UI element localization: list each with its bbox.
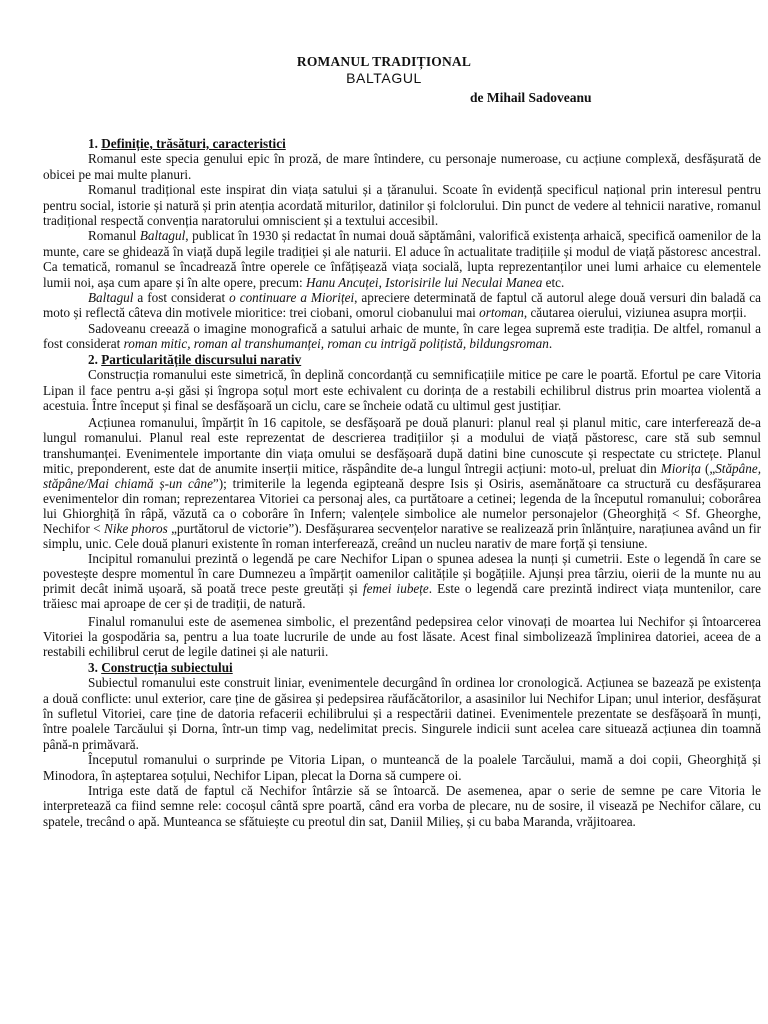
section-heading-2 [43, 352, 761, 367]
text-run: , publicat în 1930 și redactat în numai două săptămâni, valorifică existența arhaică, specifică oamenilor de la munte, care se ghidează în viață după legile tradiției și ale naturii. El aduce în actualitate tradițiile și modul de viață păstoresc ancestral. Ca tematică, romanul se încadrează între operele ce înfățișează viața socială, lupta reprezentanților unei lumi arhaice cu elementele lumii noi, așa cum apare și în alte opere, precum: [43, 228, 761, 290]
paragraph: Construcția romanului este simetrică, în deplină concordanță cu semnificațiile mitice pe care le poartă. Efortul pe care Vitoria Lipan il face pentru a-și găsi și îngropa soțul mort este echivalent cu dorința de a restabili echilibrul distrus prin moartea violentă a acestuia. Între început și final se desfășoară un ciclu, care se încheie odată cu ultimul gest justițiar. [43, 367, 761, 413]
text-run: („ [701, 460, 716, 476]
document-title: ROMANUL TRADIȚIONAL [296, 54, 472, 69]
italic-phrase: bildungsroman [469, 336, 549, 352]
document-body [43, 136, 761, 829]
italic-quote: Stăpâne, stăpâne/Mai chiamă ș-un câne [43, 460, 761, 491]
paragraph [43, 415, 761, 551]
text-run: Acțiunea romanului, împărțit în 16 capitole, se desfășoară pe două planuri: planul real și planul mitic, care interferează de-a lungul romanului. Planul real este reprezentat de descrierea tradițiilor și a modului de viață păstoresc, care stă sub semnul transhumanței. Evenimentele importante din viața omului se desfășoară după datini bine cunoscute și respectate cu strictețe. Planul mitic, preponderent, este dat de anumite inserții mitice, răspândite de-a lungul întregii acțiuni: moto-ul, preluat din [43, 415, 761, 476]
italic-phrase: , [462, 336, 470, 352]
paragraph: Romanul este specia genului epic în proză, de mare întindere, cu personaje numeroase, cu acțiune complexă, desfășurată de obicei pe mai multe planuri. [43, 151, 761, 182]
text-run: . [548, 336, 553, 352]
section-number: 2. [88, 351, 98, 367]
section-title: Particularitățile discursului narativ [101, 351, 302, 367]
text-run: „purtătorul de victorie”). Desfășurarea secvențelor narative se realizează prin înlănțuire, narațiunea având un fir simplu, unic. Cele două planuri existente în roman interferează, creând un nucleu narativ de mare forță și tensiune. [43, 520, 761, 552]
italic-phrase: roman mitic [123, 336, 188, 352]
paragraph: Finalul romanului este de asemenea simbolic, el prezentând pedepsirea celor vinovați de moartea lui Nechifor și întoarcerea Vitoriei la gospodăria sa, pentru a lua toate lucrurile de unde au fost lăsate. Acest final simbolizează împlinirea datoriei, aceea de a restabili echilibrul cerut de legile datinei și ale naturii. [43, 613, 761, 660]
paragraph [43, 551, 761, 611]
section-number: 3. [88, 659, 98, 675]
italic-phrase: ortoman [479, 305, 524, 321]
paragraph [43, 228, 761, 290]
paragraph: Începutul romanului o surprinde pe Vitoria Lipan, o munteancă de la poalele Tarcăului, mamă a doi copii, Gheorghiță și Minodora, în așteptarea soțului, Nechifor Lipan, plecat la Dorna să cumpere oi. [43, 752, 761, 783]
italic-title: Baltagul [88, 290, 134, 306]
text-run: Sadoveanu creează o imagine monografică a satului arhaic de munte, în care legea supremă este tradiția. De altfel, romanul a fost considerat [43, 320, 761, 352]
text-run: a fost considerat [133, 290, 230, 306]
italic-title: Baltagul [139, 228, 186, 244]
document-subtitle: BALTAGUL [346, 70, 422, 86]
text-run: , apreciere determinată de faptul că autorul alege două versuri din baladă ca moto și reflectă câteva din motivele mioritice: trei ciobani, omorul ciobanului mai [43, 290, 762, 321]
text-run: Incipitul romanului prezintă o legendă pe care Nechifor Lipan o spunea adesea la nunți și cumetrii. Este o legendă în care se povestește despre momentul în care Dumnezeu a împărțit oamenilor calitățile și bogățiile. Ajunși prea târziu, oierii de la munte nu au primit decât inimă ușoară, să poată trece peste greutăți și [43, 551, 761, 597]
paragraph: Romanul tradițional este inspirat din viața satului și a țăranului. Scoate în evidență specificul național prin interesul pentru pentru social, istorie și natură și prin atenția acordată miturilor, datinilor și folclorului. Din punct de vedere al tehnicii narative, romanul tradițional respectă convenția naratorului omniscient și a textului accesibil. [43, 182, 761, 229]
section-heading-3 [43, 660, 761, 675]
section-title: Construcția subiectului [101, 659, 233, 675]
paragraph [43, 321, 761, 352]
text-run: Romanul [88, 228, 140, 244]
paragraph: Intriga este dată de faptul că Nechifor întârzie să se întoarcă. De asemenea, apar o serie de semne pe care Vitoria le interpretează ca fiind semne rele: cocoșul cântă spre poartă, când era vorba de plecare, nu de sosire, il visează pe Nechifor călare, cu spatele, trecând o apă. Munteanca se sfătuiește cu preotul din sat, Daniil Milieș, și cu baba Maranda, vrăjitoarea. [43, 783, 761, 829]
paragraph: Subiectul romanului este construit liniar, evenimentele decurgând în ordinea lor cronologică. Acțiunea se bazează pe existența a două conflicte: unul exterior, care ține de găsirea și pedepsirea răufăcătorilor, a asasinilor lui Nechifor Lipan; unul interior, desfășurat în sufletul Vitoriei, care ține de datoria refacerii echilibrului și a respectării datinei. Evenimentele prezentate se desfășoară în munți, între poalele Tarcăului și Dorna, într-un timp vag, nedelimitat precis. Singurele indicii sunt acelea care situează acțiunea din toamnă până-n primăvară. [43, 675, 761, 752]
italic-phrase: , [320, 336, 328, 352]
document-author: de Mihail Sadoveanu [470, 90, 592, 105]
italic-phrase: roman cu intrigă polițistă [327, 336, 463, 352]
text-run: , [378, 274, 386, 290]
italic-phrase: Nike phoros [104, 520, 168, 536]
section-title: Definiție, trăsături, caracteristici [101, 136, 286, 151]
text-run: etc. [542, 274, 565, 290]
text-run: . Este o legendă care prezintă indirect viața muntenilor, care trăiesc mai aproape de cer și de tradiții, de natură. [43, 581, 761, 612]
italic-title: Istorisirile lui Neculai Manea [385, 274, 543, 290]
italic-phrase: roman al transhumanței [193, 336, 321, 352]
italic-title: Miorița [660, 460, 701, 476]
italic-phrase: , [187, 336, 194, 352]
italic-title: Hanu Ancuței [305, 274, 379, 290]
section-number: 1. [88, 136, 98, 151]
section-heading-1 [43, 136, 761, 151]
text-run: ”); trimiterile la legenda egipteană despre Isis și Osiris, asemănătoare ca structură cu desfășurarea evenimentelor din roman; reprezentarea Vitoriei ca personaj ales, ca purtătoare a cetinei; legenda de la începutul romanului; coborârea lui Ghiorghiță în râpă, văzută ca o coborâre în Infern; valențele simbolice ale numelor personajelor (Gheorghiță < Sf. Gheorghe, Nechifor < [43, 475, 761, 536]
italic-phrase: femei iubețe [362, 581, 429, 597]
paragraph [43, 290, 761, 321]
text-run: , căutarea oierului, viziunea asupra morții. [523, 305, 747, 321]
italic-phrase: o continuare a Mioriței [229, 290, 355, 306]
